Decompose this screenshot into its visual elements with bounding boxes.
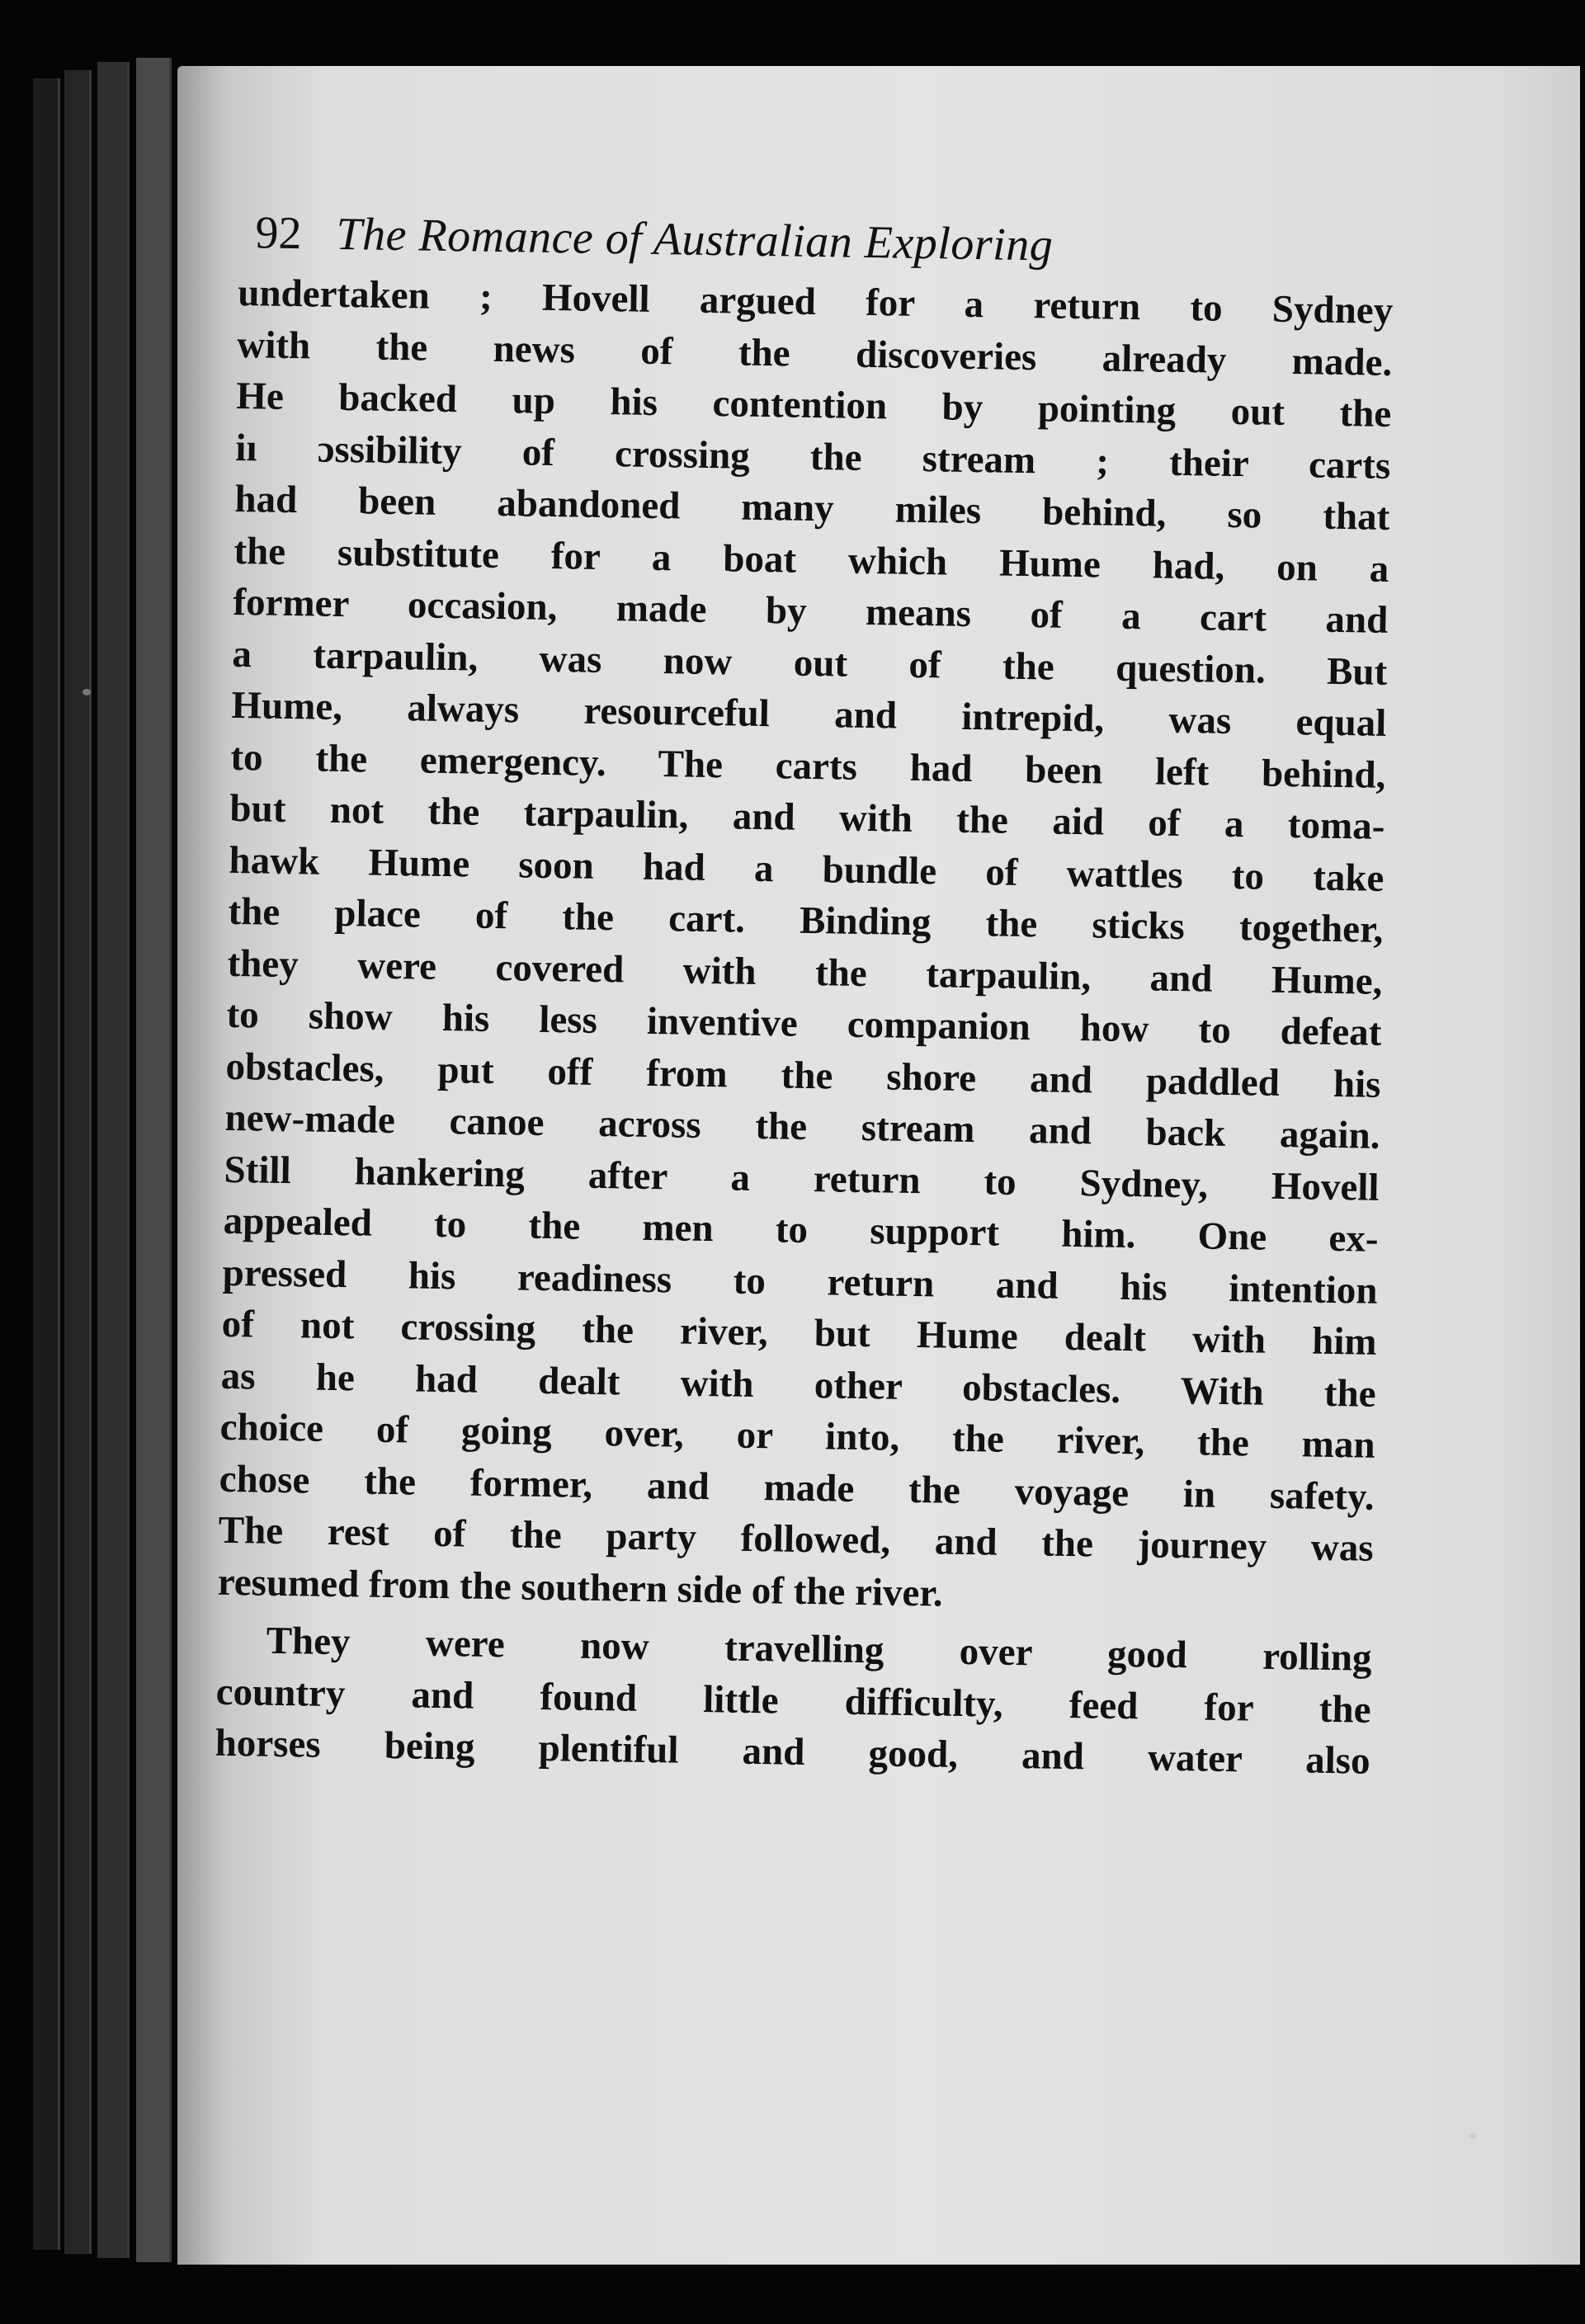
text-line: Hume, always resourceful and intrepid, was equal [231,683,1387,745]
text-line: hawk Hume soon had a bundle of wattles to take [229,838,1385,900]
paragraph-1 [217,267,1393,1626]
text-line: new-made canoe across the stream and back again. [224,1096,1380,1157]
text-line: chose the former, and made the voyage in safety. [219,1457,1375,1519]
text-line: They were now travelling over good rolling [266,1619,1372,1680]
page-number: 92 [255,207,302,260]
text-line: to the emergency. The carts had been left behind, [230,735,1386,797]
text-line: choice of going over, or into, the river, the man [219,1405,1375,1467]
text-line: the place of the cart. Binding the sticks together, [228,889,1384,951]
text-line: the substitute for a boat which Hume had, on a [234,529,1389,591]
page-text [215,206,1394,1787]
page-edge [33,78,60,2250]
text-line: with the news of the discoveries already made. [236,323,1393,384]
text-line: He backed up his contention by pointing out the [235,374,1392,436]
text-line: undertaken ; Hovell argued for a return to Sydney [237,271,1394,332]
paragraph-2 [215,1615,1372,1787]
text-line: former occasion, made by means of a cart and [233,580,1389,642]
text-line: The rest of the party followed, and the journey was [218,1508,1375,1570]
text-line: horses being plentiful and good, and water also [215,1721,1370,1783]
text-line: but not the tarpaulin, and with the aid of a toma- [229,786,1385,848]
text-line: they were covered with the tarpaulin, and Hume, [227,941,1383,1003]
speck [1469,2133,1477,2139]
text-line: Still hankering after a return to Sydney, Hovell [224,1148,1380,1209]
text-line: appealed to the men to support him. One ex- [223,1199,1379,1261]
speck [83,689,91,695]
text-line: obstacles, put off from the shore and paddled his [225,1044,1381,1106]
text-line: resumed from the southern side of the river. [217,1560,944,1615]
text-line: pressed his readiness to return and his intention [222,1251,1378,1313]
text-line: a tarpaulin, was now out of the question. But [232,632,1388,694]
page-edge [136,58,172,2262]
page-edge [64,70,92,2254]
running-title: The Romance of Australian Exploring [335,208,1054,271]
page-edge [97,62,130,2258]
text-line: as he had dealt with other obstacles. With the [220,1354,1376,1416]
text-line: had been abandoned many miles behind, so that [234,477,1390,539]
text-line: country and found little difficulty, feed for the [215,1670,1371,1732]
text-line: of not crossing the river, but Hume dealt with him [221,1302,1377,1364]
text-line: iı ɔssibility of crossing the stream ; their carts [234,426,1391,488]
text-line: to show his less inventive companion how to defeat [226,992,1382,1054]
